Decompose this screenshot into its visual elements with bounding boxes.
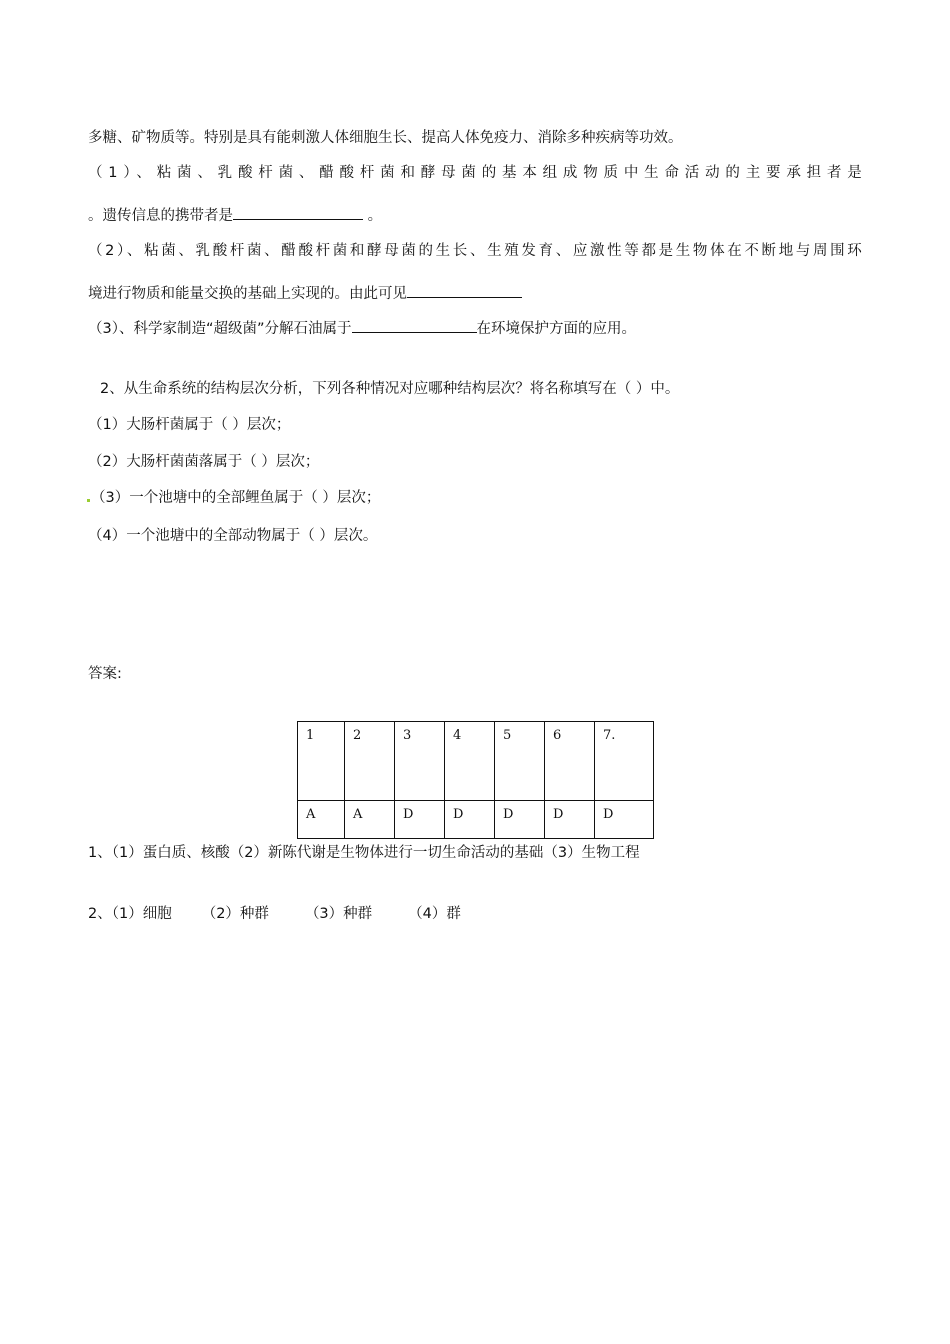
answer-blank[interactable] <box>407 283 522 298</box>
table-cell: 6 <box>545 722 595 801</box>
q2-stem: 2、从生命系统的结构层次分析，下列各种情况对应哪种结构层次？将名称填写在（ ）中。 <box>100 381 680 397</box>
table-cell: 4 <box>445 722 495 801</box>
answer-2-part-1: 2、（1）细胞 <box>88 906 172 922</box>
q2-item-3-row <box>86 488 380 508</box>
table-cell: D <box>445 801 495 839</box>
q1-part1-line2-end: 。 <box>363 208 383 224</box>
table-cell: D <box>395 801 445 839</box>
table-cell: 2 <box>345 722 395 801</box>
table-cell: D <box>595 801 654 839</box>
answer-table <box>297 721 654 839</box>
q1-part1-line2 <box>88 205 382 226</box>
table-cell: D <box>545 801 595 839</box>
answer-2-part-4: （4）群 <box>408 906 461 922</box>
answer-blank[interactable] <box>352 318 477 333</box>
table-row-values <box>298 801 654 839</box>
answer-2 <box>88 904 461 924</box>
q2-item-1: （1）大肠杆菌属于（ ）层次； <box>88 417 291 433</box>
q1-part2-line2-text: 境进行物质和能量交换的基础上实现的。由此可见 <box>88 286 407 302</box>
answer-2-part-3: （3）种群 <box>304 906 373 922</box>
answer-1: 1、（1）蛋白质、核酸（2）新陈代谢是生物体进行一切生命活动的基础（3）生物工程 <box>88 845 640 861</box>
table-cell: A <box>345 801 395 839</box>
q1-part3-end: 在环境保护方面的应用。 <box>476 321 636 337</box>
q1-part3-text: （3）、科学家制造“超级菌”分解石油属于 <box>88 321 352 337</box>
q1-part1-line2-text: 。遗传信息的携带者是 <box>88 208 233 224</box>
table-cell: 1 <box>298 722 345 801</box>
answer-2-part-2: （2）种群 <box>201 906 269 922</box>
q2-item-4: （4）一个池塘中的全部动物属于（ ）层次。 <box>88 528 378 544</box>
table-cell: D <box>495 801 545 839</box>
q1-part2-line2 <box>88 283 522 304</box>
q1-part1-line1: （1）、粘菌、乳酸杆菌、醋酸杆菌和酵母菌的基本组成物质中生命活动的主要承担者是 <box>88 165 863 181</box>
answers-label: 答案: <box>88 666 122 682</box>
q1-part2-line1: （2）、粘菌、乳酸杆菌、醋酸杆菌和酵母菌的生长、生殖发育、应激性等都是生物体在不断地与周围环 <box>88 243 863 259</box>
q2-item-3: （3）一个池塘中的全部鲤鱼属于（ ）层次； <box>91 490 381 506</box>
q2-item-2: （2）大肠杆菌菌落属于（ ）层次； <box>88 454 320 470</box>
q1-part3-line <box>88 318 636 339</box>
table-cell: 5 <box>495 722 545 801</box>
answer-blank[interactable] <box>233 205 363 220</box>
intro-line: 多糖、矿物质等。特别是具有能刺激人体细胞生长、提高人体免疫力、消除多种疾病等功效。 <box>88 130 683 146</box>
mark-dot <box>87 499 90 502</box>
table-cell: 3 <box>395 722 445 801</box>
table-cell: A <box>298 801 345 839</box>
table-cell: 7. <box>595 722 654 801</box>
table-row-numbers <box>298 722 654 801</box>
